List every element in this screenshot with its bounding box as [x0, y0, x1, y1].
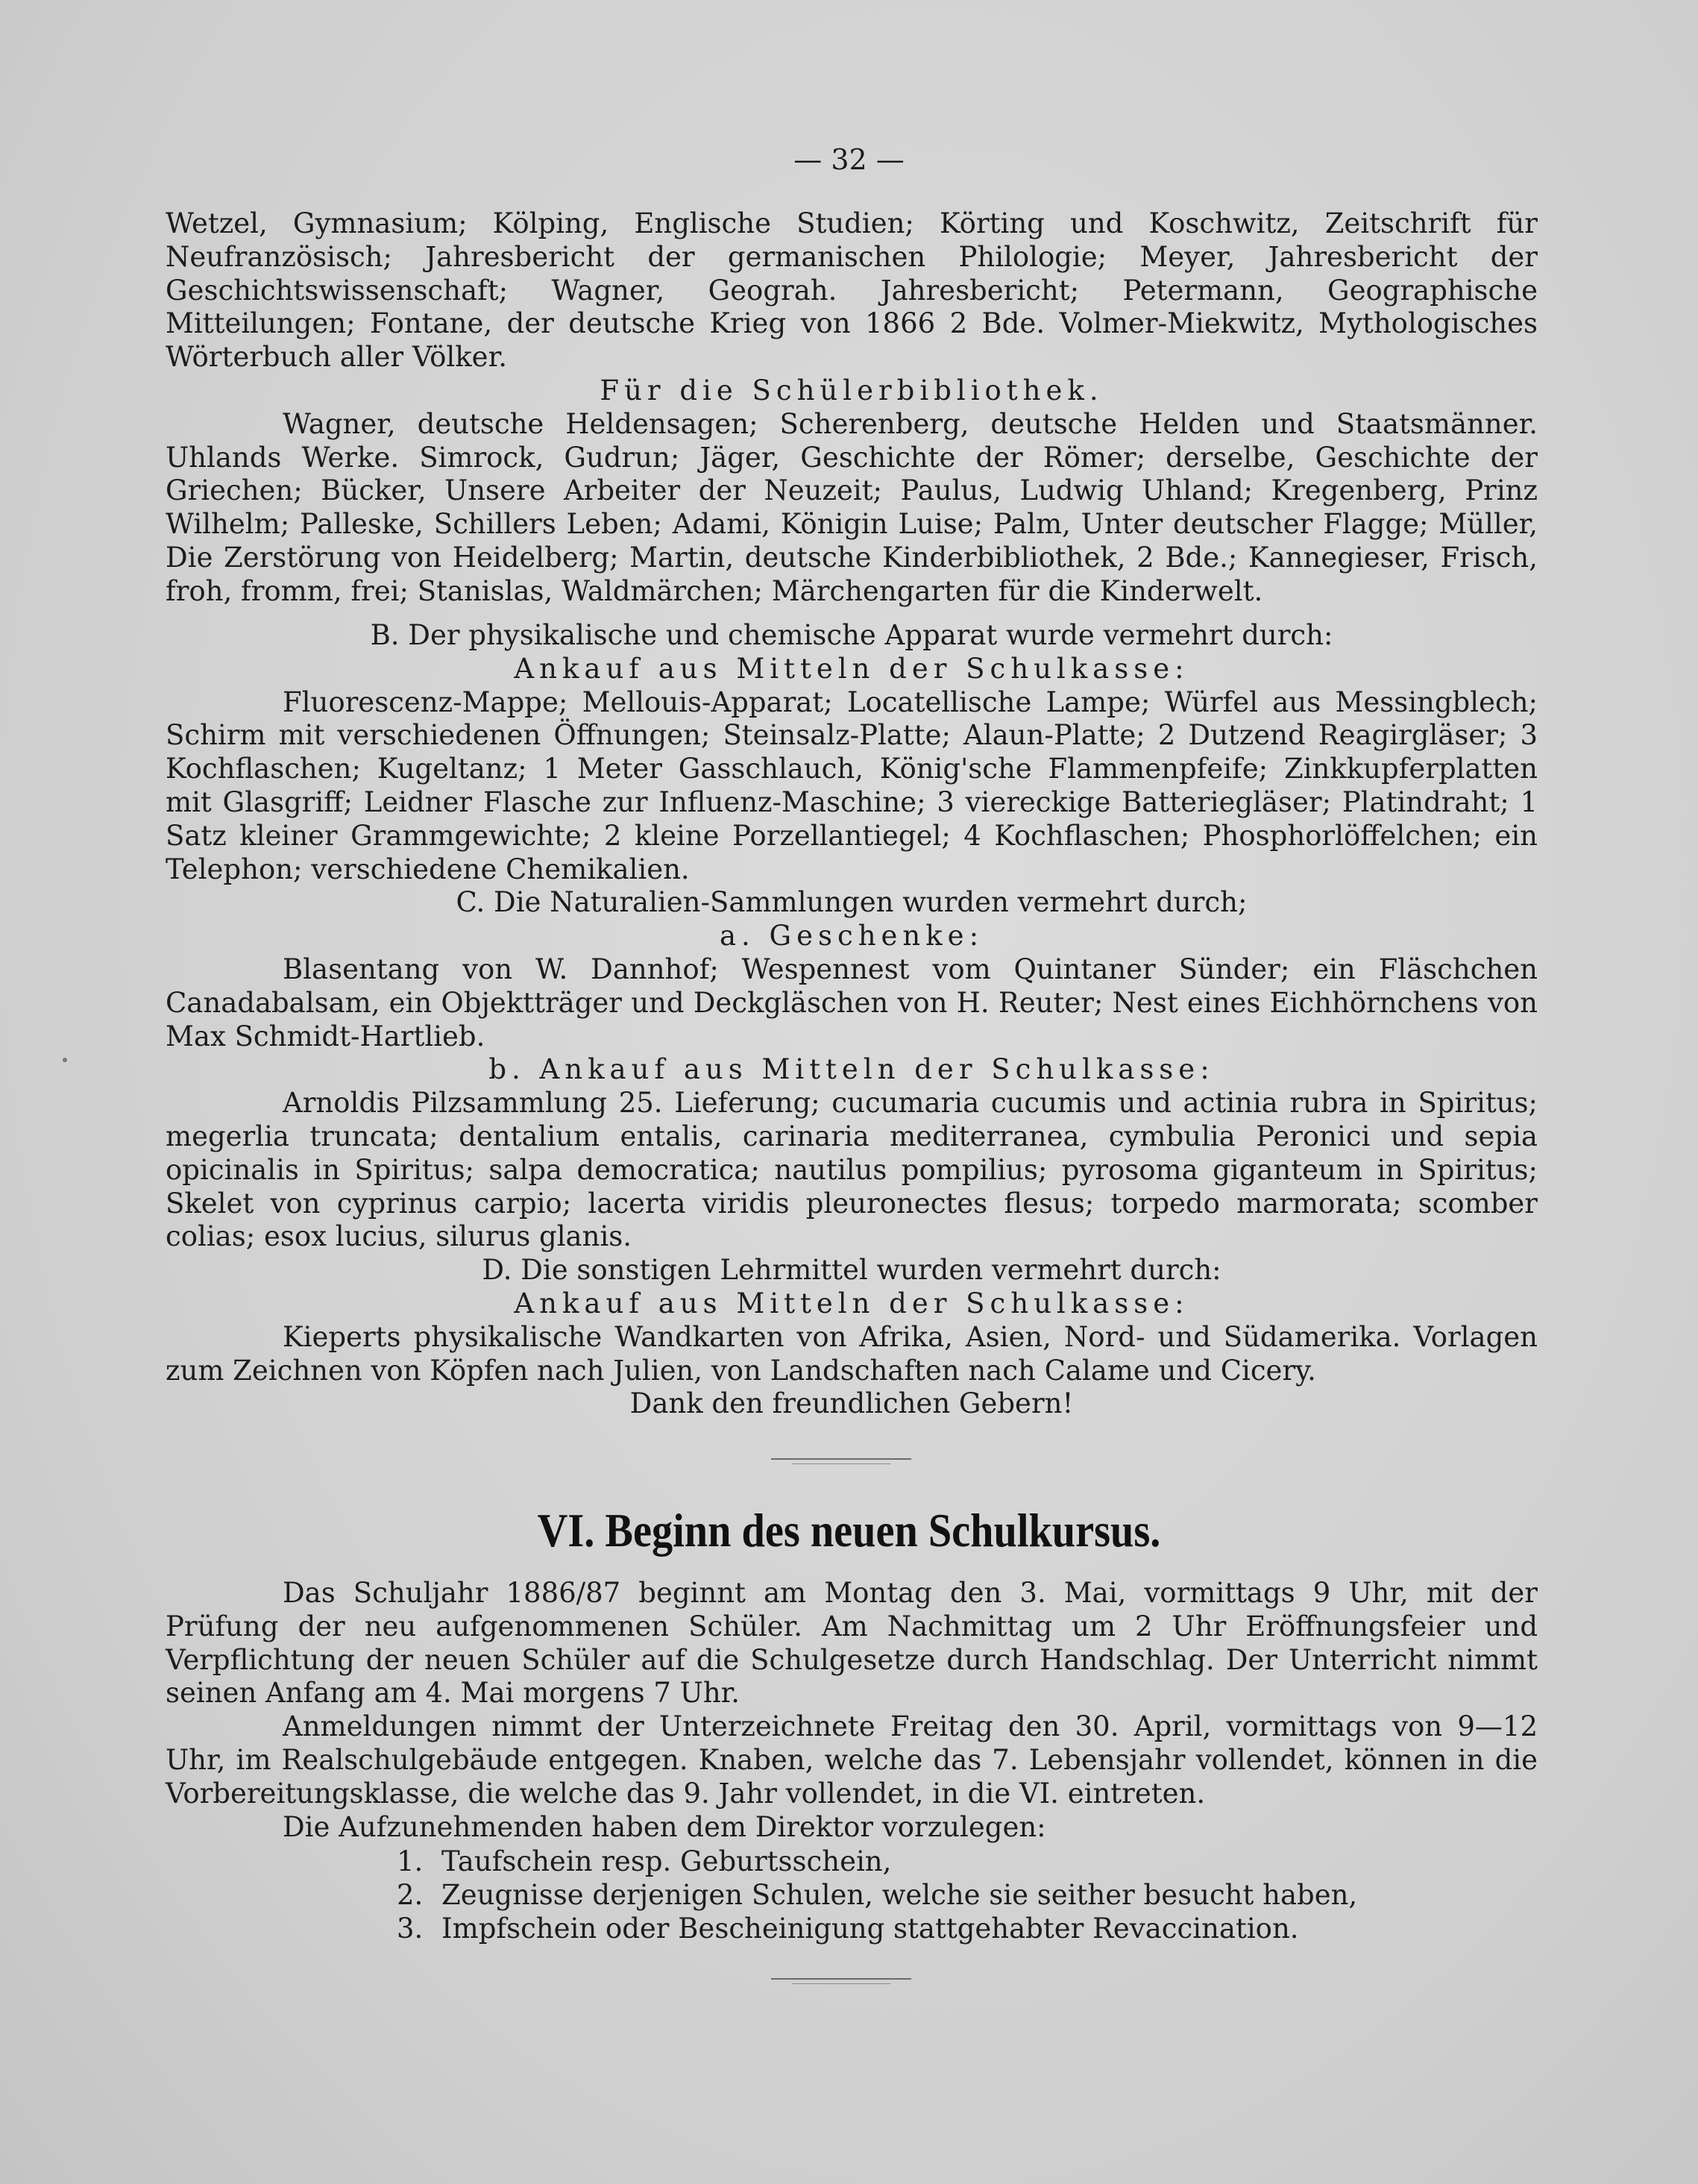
divider-rule-bottom [771, 1978, 911, 1980]
list-item [397, 1845, 1357, 1879]
list-number: 1. [397, 1845, 424, 1877]
apparatus-section [166, 619, 1538, 1421]
chapter-vi-body [166, 1577, 1538, 1844]
section-c-sub-b: b. Ankauf aus Mitteln der Schulkasse: [488, 1053, 1215, 1086]
required-documents-list [397, 1845, 1357, 1945]
chapter-paragraph-3: Die Aufzunehmenden haben dem Direktor vorzulegen: [283, 1810, 1046, 1843]
section-b-paragraph: Fluorescenz-Mappe; Mellouis-Apparat; Locatellische Lampe; Würfel aus Messingblech; Schirm mit verschiedenen Öffnungen; Steinsalz-Platte; Alaun-Platte; 2 Dutzend Reagirgläser; 3 Kochflaschen; Kugeltanz; 1 Meter Gasschlauch, König'sche Flammenpfeife; Zinkkupferplatten mit Glasgriff; Leidner Flasche zur Influenz-Maschine; 3 viereckige Batteriegläser; Platindraht; 1 Satz kleiner Grammgewichte; 2 kleine Porzellantiegel; 4 Kochflaschen; Phosphorlöffelchen; ein Telephon; verschiedene Chemikalien. [166, 685, 1538, 885]
paper-speck [63, 1058, 67, 1062]
library-section [166, 207, 1538, 609]
list-item [397, 1912, 1357, 1946]
section-b-subheading: Ankauf aus Mitteln der Schulkasse: [514, 652, 1189, 685]
list-text: Impfschein oder Bescheinigung stattgehabter Revaccination. [441, 1912, 1299, 1945]
section-c-paragraph-a: Blasentang von W. Dannhof; Wespennest vom Quintaner Sünder; ein Fläschchen Canadabalsam, ein Objektträger und Deckgläschen von H. Reuter; Nest eines Eichhörnchens von Max Schmidt-Hartlieb. [166, 953, 1538, 1052]
list-text: Zeugnisse derjenigen Schulen, welche sie seither besucht haben, [441, 1878, 1358, 1911]
list-text: Taufschein resp. Geburtsschein, [441, 1845, 892, 1877]
section-d-paragraph: Kieperts physikalische Wandkarten von Afrika, Asien, Nord- und Südamerika. Vorlagen zum Zeichnen von Köpfen nach Julien, von Landschaften nach Calame und Cicery. [166, 1320, 1538, 1387]
chapter-paragraph-1: Das Schuljahr 1886/87 beginnt am Montag den 3. Mai, vormittags 9 Uhr, mit der Prüfung der neu aufgenommenen Schüler. Am Nachmittag um 2 Uhr Eröffnungsfeier und Verpflichtung der neuen Schüler auf die Schulgesetze durch Handschlag. Der Unterricht nimmt seinen Anfang am 4. Mai morgens 7 Uhr. [166, 1577, 1538, 1710]
section-c-paragraph-b: Arnoldis Pilzsammlung 25. Lieferung; cucumaria cucumis und actinia rubra in Spiritus; megerlia truncata; dentalium entalis, carinaria mediterranea, cymbulia Peronici und sepia opicinalis in Spiritus; salpa democratica; nautilus pompilius; pyrosoma giganteum in Spiritus; Skelet von cyprinus carpio; lacerta viridis pleuronectes flesus; torpedo marmorata; scomber colias; esox lucius, silurus glanis. [166, 1087, 1538, 1253]
section-c-sub-a: a. Geschenke: [719, 920, 984, 953]
section-d-subheading: Ankauf aus Mitteln der Schulkasse: [514, 1287, 1189, 1320]
section-c-heading: C. Die Naturalien-Sammlungen wurden vermehrt durch; [456, 886, 1248, 919]
chapter-paragraph-2: Anmeldungen nimmt der Unterzeichnete Freitag den 30. April, vormittags von 9—12 Uhr, im Realschulgebäude entgegen. Knaben, welche das 7. Lebensjahr vollendet, können in die Vorbereitungsklasse, die welche das 9. Jahr vollendet, in die VI. eintreten. [166, 1710, 1538, 1810]
list-number: 2. [397, 1878, 424, 1911]
divider-rule-top [771, 1458, 911, 1460]
student-library-heading: Für die Schülerbibliothek. [600, 374, 1104, 407]
thanks-line: Dank den freundlichen Gebern! [629, 1387, 1074, 1420]
section-b-heading: B. Der physikalische und chemische Apparat wurde vermehrt durch: [370, 619, 1333, 651]
student-library-paragraph: Wagner, deutsche Heldensagen; Scherenberg, deutsche Helden und Staatsmänner. Uhlands Werke. Simrock, Gudrun; Jäger, Geschichte der Römer; derselbe, Geschichte der Griechen; Bücker, Unsere Arbeiter der Neuzeit; Paulus, Ludwig Uhland; Kregenberg, Prinz Wilhelm; Palleske, Schillers Leben; Adami, Königin Luise; Palm, Unter deutscher Flagge; Müller, Die Zerstörung von Heidelberg; Martin, deutsche Kinderbibliothek, 2 Bde.; Kannegieser, Frisch, froh, fromm, frei; Stanislas, Waldmärchen; Märchengarten für die Kinderwelt. [166, 407, 1538, 607]
list-number: 3. [397, 1912, 424, 1945]
page-number: — 32 — [793, 143, 905, 176]
section-d-heading: D. Die sonstigen Lehrmittel wurden vermehrt durch: [482, 1254, 1221, 1287]
teacher-library-paragraph: Wetzel, Gymnasium; Kölping, Englische Studien; Körting und Koschwitz, Zeitschrift für Neufranzösisch; Jahresbericht der germanischen Philologie; Meyer, Jahresbericht der Geschichtswissenschaft; Wagner, Geograh. Jahresbericht; Petermann, Geographische Mitteilungen; Fontane, der deutsche Krieg von 1866 2 Bde. Volmer-Miekwitz, Mythologisches Wörterbuch aller Völker. [166, 207, 1538, 374]
list-item [397, 1879, 1357, 1912]
chapter-heading: VI. Beginn des neuen Schulkursus. [537, 1504, 1161, 1557]
